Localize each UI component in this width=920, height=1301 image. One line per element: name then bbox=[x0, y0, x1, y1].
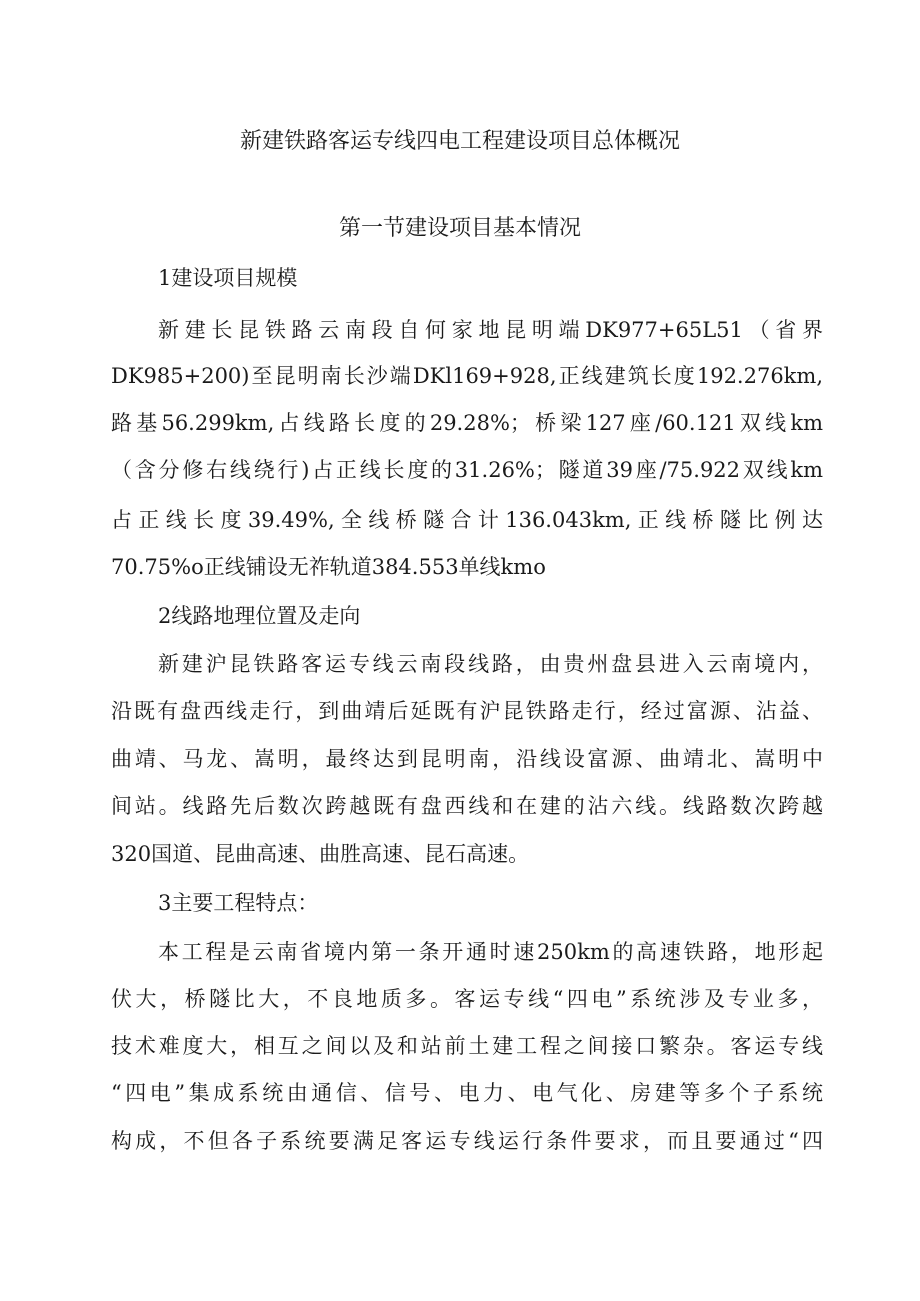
paragraph-2-line: 沿既有盘西线走行，到曲靖后延既有沪昆铁路走行，经过富源、沾益、 bbox=[111, 699, 823, 723]
paragraph-2-line: 间站。线路先后数次跨越既有盘西线和在建的沾六线。线路数次跨越 bbox=[111, 794, 823, 818]
heading-1: 1建设项目规模 bbox=[158, 266, 298, 290]
paragraph-1-line: DK985+200)至昆明南长沙端DKl169+928,正线建筑长度192.276km, bbox=[111, 364, 823, 388]
heading-2: 2线路地理位置及走向 bbox=[158, 604, 361, 628]
paragraph-2-line: 曲靖、马龙、嵩明，最终达到昆明南，沿线设富源、曲靖北、嵩明中 bbox=[111, 747, 823, 771]
paragraph-3-line: 构成，不但各子系统要满足客运专线运行条件要求，而且要通过“四 bbox=[111, 1129, 823, 1153]
section-title: 第一节建设项目基本情况 bbox=[338, 216, 581, 241]
paragraph-3-line: 技术难度大，相互之间以及和站前土建工程之间接口繁杂。客运专线 bbox=[111, 1034, 823, 1058]
heading-3: 3主要工程特点： bbox=[158, 891, 319, 915]
paragraph-2-line: 新建沪昆铁路客运专线云南段线路，由贵州盘县进入云南境内， bbox=[158, 652, 823, 676]
paragraph-1-line: （含分修右线绕行)占正线长度的31.26%；隧道39座/75.922双线km bbox=[111, 458, 823, 482]
paragraph-3-line: 伏大，桥隧比大，不良地质多。客运专线“四电”系统涉及专业多， bbox=[111, 987, 823, 1011]
paragraph-3-line: 本工程是云南省境内第一条开通时速250km的高速铁路，地形起 bbox=[158, 940, 823, 964]
paragraph-3-line: “四电”集成系统由通信、信号、电力、电气化、房建等多个子系统 bbox=[111, 1081, 823, 1105]
paragraph-1-line: 新建长昆铁路云南段自何家地昆明端DK977+65L51（省界 bbox=[158, 318, 823, 342]
paragraph-1-line: 路基56.299km,占线路长度的29.28%；桥梁127座/60.121双线km bbox=[111, 411, 823, 435]
paragraph-1-line: 70.75%o正线铺设无祚轨道384.553单线kmo bbox=[111, 555, 546, 579]
paragraph-1-line: 占正线长度39.49%,全线桥隧合计136.043km,正线桥隧比例达 bbox=[111, 508, 823, 532]
document-title: 新建铁路客运专线四电工程建设项目总体概况 bbox=[239, 129, 680, 154]
paragraph-2-line: 320国道、昆曲高速、曲胜高速、昆石高速。 bbox=[111, 842, 530, 866]
